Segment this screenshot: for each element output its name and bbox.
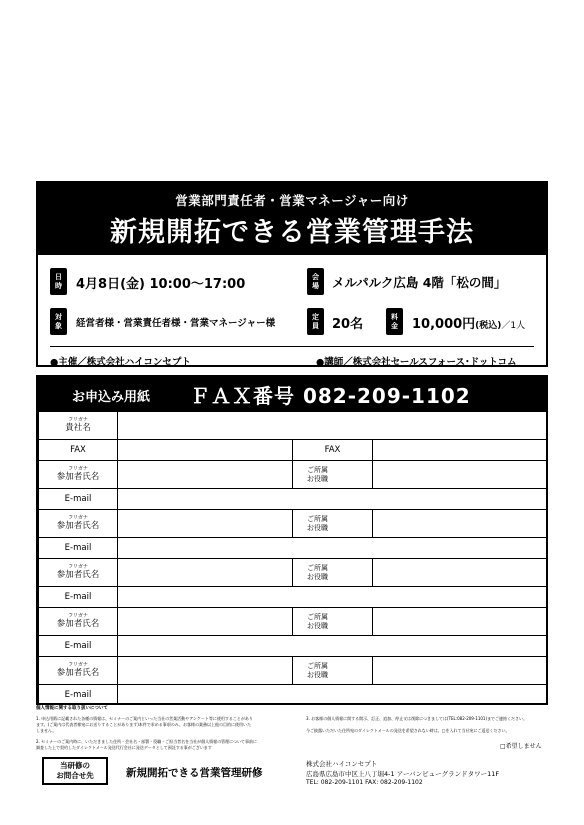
form-table bbox=[38, 411, 547, 705]
privacy-note-2: ます。(ご案内は代表者様宛にお送りすることがあります)本件で求める事項のみ、お客様の業務以上他の目的に使用いた bbox=[36, 722, 252, 727]
instructor: ●講師／株式会社セールスフォース･ドットコム bbox=[316, 357, 517, 368]
contact-line-1: 当研修の bbox=[60, 761, 90, 770]
participant-name-label: フリガナ 参加者氏名 bbox=[39, 461, 118, 489]
privacy-note-3: しません。 bbox=[36, 728, 57, 733]
company-name: 株式会社ハイコンセプト bbox=[306, 760, 378, 768]
fax-number-heading: ＦＡＸ番号 082-209-1102 bbox=[190, 384, 471, 408]
application-form bbox=[36, 375, 548, 705]
event-capacity: 20名 bbox=[332, 317, 364, 332]
fax-row bbox=[39, 440, 547, 461]
privacy-note-7: 今ご披露いただいた住所宛のダイレクトメールの発送を希望されない時は、□を入れて当社宛にご返送ください。 bbox=[306, 728, 510, 733]
participant-row bbox=[39, 461, 547, 489]
email-input[interactable] bbox=[118, 538, 547, 559]
organizer: ●主催／株式会社ハイコンセプト bbox=[50, 357, 191, 368]
fax-input-2[interactable] bbox=[373, 440, 547, 461]
fee-tag: 料 金 bbox=[386, 308, 403, 335]
email-row bbox=[39, 685, 547, 706]
privacy-note-4: 2. セミナーのご案内時に、いただきました住所・会社名・部署・役職・ご担当者名を当社が個人情報の管理について事前に bbox=[36, 739, 258, 744]
dept-position-label: ご所属 お役職 bbox=[293, 657, 373, 685]
email-row bbox=[39, 587, 547, 608]
event-fee bbox=[412, 313, 525, 332]
fax-label: FAX bbox=[39, 440, 118, 461]
participant-name-label: フリガナ 参加者氏名 bbox=[39, 657, 118, 685]
fax-input[interactable] bbox=[118, 440, 293, 461]
dept-position-label: ご所属 お役職 bbox=[293, 461, 373, 489]
email-input[interactable] bbox=[118, 685, 547, 706]
fee-tax-note: (税込) bbox=[475, 321, 502, 331]
privacy-title: 個人情報に関する取り扱いについて bbox=[36, 706, 108, 711]
dept-position-input[interactable] bbox=[373, 559, 547, 587]
company-label: フリガナ 貴社名 bbox=[39, 412, 118, 440]
participant-name-input[interactable] bbox=[118, 461, 293, 489]
capacity-tag: 定 員 bbox=[307, 308, 324, 335]
company-address: 広島県広島市中区上八丁堀4-1 アーバンビューグランドタワー11F bbox=[306, 770, 500, 778]
participant-row bbox=[39, 559, 547, 587]
email-label: E-mail bbox=[39, 636, 118, 657]
fee-unit: ／1人 bbox=[501, 321, 526, 331]
event-target: 経営者様・営業責任者様・営業マネージャー様 bbox=[76, 318, 276, 329]
privacy-note-1: 1. 申込用紙に記載された各種の情報は、セミナーのご案内といった当社の営業活動やアンケート等に使用することがあり bbox=[36, 716, 253, 721]
dept-position-input[interactable] bbox=[373, 510, 547, 538]
company-phone: TEL: 082-209-1101 FAX: 082-209-1102 bbox=[306, 779, 423, 786]
email-input[interactable] bbox=[118, 489, 547, 510]
form-label: お申込み用紙 bbox=[72, 390, 151, 405]
email-input[interactable] bbox=[118, 587, 547, 608]
privacy-note-6: 3. お客様の個人情報に関する開示、訂正、追加、停止又は削除につきましては(TEL:082-209-1101)までご連絡ください。 bbox=[306, 716, 528, 721]
dept-position-input[interactable] bbox=[373, 461, 547, 489]
contact-line-2: お問合せ先 bbox=[56, 771, 94, 780]
email-row bbox=[39, 538, 547, 559]
participant-name-label: フリガナ 参加者氏名 bbox=[39, 608, 118, 636]
fax-label-2: FAX bbox=[293, 440, 373, 461]
event-info-box bbox=[36, 181, 548, 367]
email-label: E-mail bbox=[39, 587, 118, 608]
dept-position-label: ご所属 お役職 bbox=[293, 608, 373, 636]
dept-position-input[interactable] bbox=[373, 657, 547, 685]
participant-name-input[interactable] bbox=[118, 559, 293, 587]
divider bbox=[50, 346, 534, 347]
event-venue: メルパルク広島 4階「松の間」 bbox=[332, 275, 507, 290]
target-tag: 対 象 bbox=[50, 308, 67, 335]
contact-box bbox=[42, 757, 108, 785]
email-label: E-mail bbox=[39, 489, 118, 510]
participant-name-input[interactable] bbox=[118, 608, 293, 636]
email-row bbox=[39, 489, 547, 510]
no-dm-checkbox[interactable]: □希望しません bbox=[500, 743, 542, 750]
participant-row bbox=[39, 657, 547, 685]
event-subtitle: 営業部門責任者・営業マネージャー向け bbox=[175, 193, 409, 208]
email-row bbox=[39, 636, 547, 657]
fee-amount: 10,000円 bbox=[412, 317, 476, 332]
dept-position-input[interactable] bbox=[373, 608, 547, 636]
company-input[interactable] bbox=[118, 412, 547, 440]
dept-position-label: ご所属 お役職 bbox=[293, 510, 373, 538]
email-input[interactable] bbox=[118, 636, 547, 657]
event-date: 4月8日(金) 10:00〜17:00 bbox=[76, 277, 246, 292]
date-tag: 日 時 bbox=[50, 268, 67, 295]
form-header bbox=[38, 377, 546, 411]
venue-tag: 会 場 bbox=[307, 268, 324, 295]
participant-row bbox=[39, 608, 547, 636]
event-header bbox=[38, 183, 546, 255]
privacy-note-5: 調査した上で契約したダイレクトメール発送代行会社に発送データとして預託する事がございます bbox=[36, 745, 212, 750]
company-row bbox=[39, 412, 547, 440]
email-label: E-mail bbox=[39, 685, 118, 706]
participant-name-label: フリガナ 参加者氏名 bbox=[39, 559, 118, 587]
participant-name-label: フリガナ 参加者氏名 bbox=[39, 510, 118, 538]
footer-title: 新規開拓できる営業管理研修 bbox=[126, 767, 263, 779]
participant-name-input[interactable] bbox=[118, 510, 293, 538]
email-label: E-mail bbox=[39, 538, 118, 559]
participant-row bbox=[39, 510, 547, 538]
participant-name-input[interactable] bbox=[118, 657, 293, 685]
dept-position-label: ご所属 お役職 bbox=[293, 559, 373, 587]
event-title: 新規開拓できる営業管理手法 bbox=[110, 217, 474, 248]
